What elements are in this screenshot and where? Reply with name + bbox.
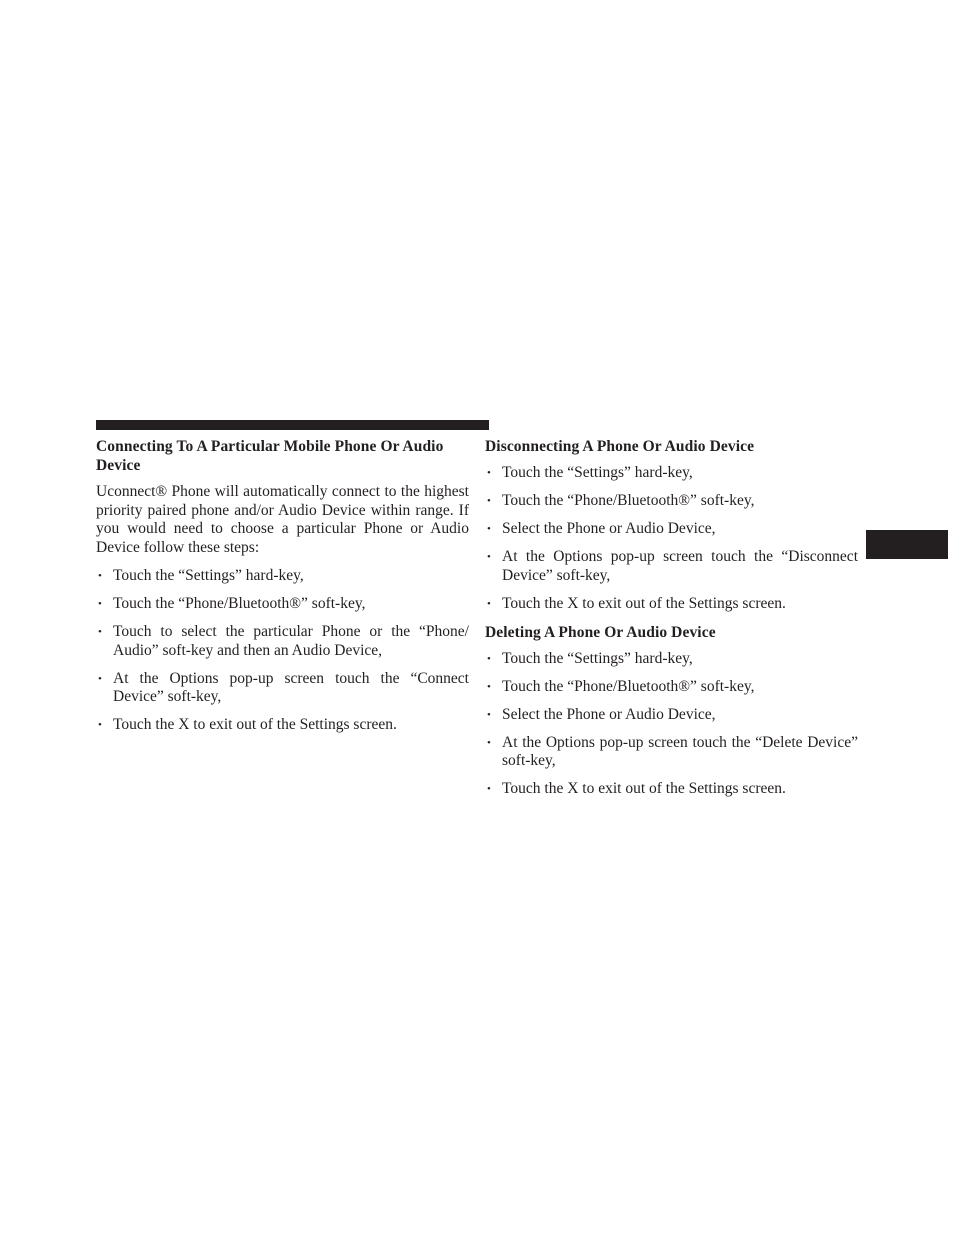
bullet-icon: • [487,551,491,563]
list-item: • At the Options pop-up screen touch the “Delete Device” soft-key, [487,733,858,770]
connect-steps-list [96,567,469,735]
bullet-icon: • [98,597,102,610]
bullet-icon: • [487,495,491,507]
delete-heading: Deleting A Phone Or Audio Device [485,623,716,641]
list-item: • At the Options pop-up screen touch the “Connect Device” soft-key, [98,669,469,706]
bullet-icon: • [487,467,491,479]
left-column [96,437,469,744]
list-item: • Touch the X to exit out of the Settings screen. [487,594,786,612]
bullet-icon: • [487,736,491,749]
list-item: • Touch the “Phone/Bluetooth®” soft-key, [487,677,755,695]
list-item: • Touch the “Settings” hard-key, [487,649,693,667]
connect-paragraph: Uconnect® Phone will automatically connect to the highest priority paired phone and/or Audio Device within range. If you would need to choose a particular Phone or Audio Device follow these steps: [96,483,469,557]
list-item: • Touch the “Phone/Bluetooth®” soft-key, [98,594,366,612]
list-item: • Touch the X to exit out of the Settings screen. [98,716,397,734]
list-item: • At the Options pop-up screen touch the “Disconnect Device” soft-key, [487,548,858,584]
delete-steps-list [485,650,858,799]
bullet-icon: • [98,719,102,732]
list-item: • Select the Phone or Audio Device, [487,705,716,723]
bullet-icon: • [487,783,491,796]
list-item: • Touch to select the particular Phone or the “Phone/ Audio” soft-key and then an Audio Device, [98,622,469,659]
bullet-icon: • [487,652,491,665]
list-item: • Touch the “Settings” hard-key, [487,464,693,481]
bullet-icon: • [487,680,491,693]
bullet-icon: • [98,569,102,582]
bullet-icon: • [487,708,491,721]
bullet-icon: • [98,672,102,685]
list-item: • Touch the X to exit out of the Settings screen. [487,780,786,798]
chapter-tab [866,530,948,559]
bullet-icon: • [98,625,102,638]
disconnect-heading: Disconnecting A Phone Or Audio Device [485,438,755,455]
connect-heading: Connecting To A Particular Mobile Phone Or Audio Device [96,438,444,474]
section-top-rule [96,420,489,430]
disconnect-steps-list [485,464,858,613]
bullet-icon: • [487,597,491,610]
list-item: • Select the Phone or Audio Device, [487,520,716,537]
list-item: • Touch the “Settings” hard-key, [98,566,304,584]
bullet-icon: • [487,523,491,535]
list-item: • Touch the “Phone/Bluetooth®” soft-key, [487,492,755,509]
right-column [485,437,858,808]
